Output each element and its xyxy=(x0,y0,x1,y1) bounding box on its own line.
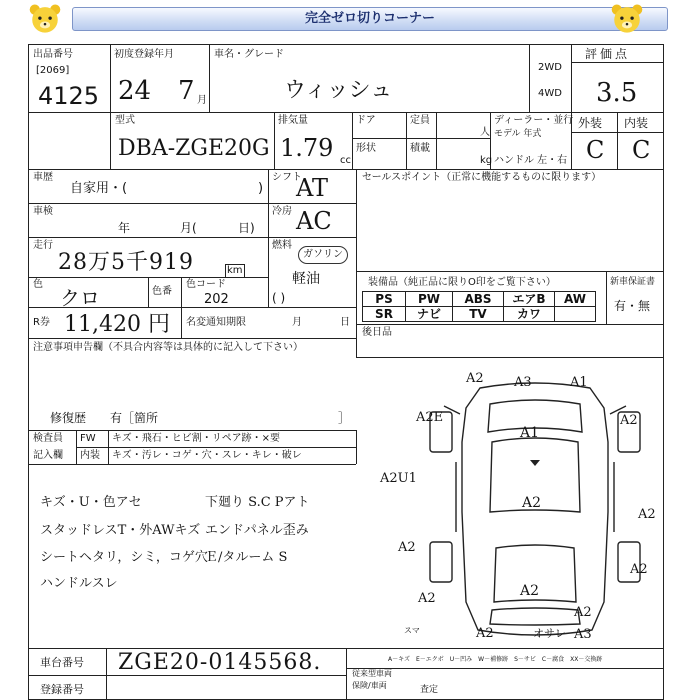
drive-4wd: 4WD xyxy=(538,88,562,99)
remark-7: Ｅ/タルーム S xyxy=(205,550,288,565)
fuel-label: 燃料 xyxy=(272,240,292,251)
chassis-label: 車台番号 xyxy=(40,656,84,669)
month-unit: 月 xyxy=(197,95,207,106)
recycle-label: R券 xyxy=(33,317,50,328)
fuel-gasoline: ガソリン xyxy=(298,246,348,264)
damage-label-right-rear: A2 xyxy=(630,562,648,577)
score-value: 3.5 xyxy=(596,78,638,108)
equip-pw: PW xyxy=(406,292,453,307)
door-label: ドア xyxy=(356,115,376,126)
bottom-label-3: 査定 xyxy=(420,685,439,695)
damage-label-bumper-left: A2 xyxy=(476,626,494,641)
color-label: 色 xyxy=(33,279,43,290)
bottom-label-2: 保険/車両 xyxy=(352,681,387,690)
shift-value: AT xyxy=(296,174,329,202)
inspector-interior: 内装 xyxy=(80,450,100,461)
ext-value: C xyxy=(586,136,605,164)
equip-navi: ナビ xyxy=(406,307,453,322)
car-damage-diagram xyxy=(360,362,664,648)
equip-title: 装備品（純正品に限りO印をご覧下さい） xyxy=(368,277,556,288)
banner xyxy=(72,7,668,31)
int-value: C xyxy=(632,136,651,164)
usage-label: 車歴 xyxy=(33,172,53,183)
new-warranty-label: 新車保証書 xyxy=(610,277,656,287)
ext-label: 外装 xyxy=(578,116,603,130)
person-unit: 人 xyxy=(480,127,490,138)
inspector-interior-items: キズ・汚レ・コゲ・穴・スレ・キレ・破レ xyxy=(112,450,302,461)
damage-label-rear-left: A2 xyxy=(418,591,436,606)
remark-5: 下廻り S.C Pアト xyxy=(205,495,310,510)
selling-title: セールスポイント（正常に機能するものに限ります） xyxy=(362,172,602,183)
shift-label: シフト xyxy=(272,172,302,183)
bear-mascot-right-icon xyxy=(610,2,644,36)
inspector-label: 検査員 xyxy=(33,433,63,444)
color-no-label: 色番 xyxy=(152,286,172,297)
lot-ref: [2069] xyxy=(36,65,70,76)
remark-3: シートヘタリ，シミ，コゲ穴 xyxy=(40,550,208,565)
inspector-fw-items: キズ・飛石・ヒビ割・リペア跡・×要 xyxy=(112,433,280,444)
lot-number: 4125 xyxy=(38,82,100,110)
fuel-paren: ( ) xyxy=(272,291,286,305)
notes-title: 注意事項申告欄（不具合内容等は具体的に記入して下さい） xyxy=(33,342,303,353)
equip-tv: TV xyxy=(453,307,504,322)
color-value: クロ xyxy=(60,286,100,310)
day-unit: 日) xyxy=(238,221,255,235)
name-value: ウィッシュ xyxy=(284,78,393,103)
equip-leather: カワ xyxy=(504,307,555,322)
kg-unit: kg xyxy=(480,155,493,166)
color-code-label: 色コード xyxy=(186,279,226,290)
shape-label: 形状 xyxy=(356,143,376,154)
damage-label-front-right: A1 xyxy=(570,375,588,390)
remark-1: キズ・U・色アセ xyxy=(40,495,142,510)
bottom-label-1: 従来型車両 xyxy=(352,669,392,678)
cc-unit: cc xyxy=(340,155,351,166)
name-change-month: 月 xyxy=(292,317,302,328)
inspector-fw: FW xyxy=(80,433,96,444)
damage-label-fender-left: A2E xyxy=(416,410,444,425)
damage-label-left-door: A2U1 xyxy=(380,471,417,486)
diagram-legend: A－キズ E－エクボ U－凹み W－補修跡 S－サビ C－腐食 XX－交換跡 xyxy=(388,656,603,663)
usage-close: ) xyxy=(258,181,264,196)
chassis-value: ZGE20-0145568. xyxy=(118,650,322,675)
model-value: DBA-ZGE20G xyxy=(118,136,270,161)
damage-label-bumper-right: A3 xyxy=(574,627,592,642)
diagram-small-label: スマ xyxy=(404,626,420,635)
banner-title: 完全ゼロ切りコーナー xyxy=(304,11,435,26)
load-label: 積載 xyxy=(410,143,430,154)
usage-value: 自家用・( xyxy=(70,181,128,196)
displacement-label: 排気量 xyxy=(278,115,308,126)
reg-label: 登録番号 xyxy=(40,683,84,696)
damage-label-fender-right: A2 xyxy=(620,413,638,428)
damage-label-left-rear: A2 xyxy=(398,540,416,555)
remark-6: エンドパネル歪み xyxy=(205,523,309,538)
damage-label-bumper-center: オサレ xyxy=(533,627,566,640)
equip-empty xyxy=(555,307,596,322)
equip-sr: SR xyxy=(363,307,406,322)
equip-aw: AW xyxy=(555,292,596,307)
name-change-day: 日 xyxy=(340,317,350,328)
inspector-label2: 記入欄 xyxy=(33,450,63,461)
damage-label-front-left: A2 xyxy=(466,371,484,386)
model-label: 型式 xyxy=(115,115,135,126)
damage-label-rear-right: A2 xyxy=(574,605,592,620)
new-warranty-options: 有・無 xyxy=(614,299,651,313)
km-unit: km xyxy=(227,265,243,276)
repair-value: 有［箇所 xyxy=(110,411,159,425)
score-label: 評価点 xyxy=(585,47,631,61)
remark-4: ハンドルスレ xyxy=(40,576,118,591)
damage-label-front-center: A3 xyxy=(514,375,532,390)
lot-label: 出品番号 xyxy=(33,49,73,60)
equipment-table xyxy=(362,291,596,322)
ac-label: 冷房 xyxy=(272,206,292,217)
ac-value: AC xyxy=(296,207,332,235)
mileage-value: 28万5千919 xyxy=(58,250,194,275)
damage-label-right-door: A2 xyxy=(638,507,656,522)
first-reg-month: 7 xyxy=(178,76,195,106)
int-label: 内装 xyxy=(624,116,649,130)
inspection-month-unit: 月( xyxy=(180,221,197,235)
later-items-label: 後日品 xyxy=(362,327,392,338)
first-reg-label: 初度登録年月 xyxy=(114,49,174,60)
name-label: 車名・グレード xyxy=(214,49,284,60)
model-year-label: モデル 年式 xyxy=(494,129,542,139)
name-change-label: 名変通知期限 xyxy=(186,317,246,328)
fuel-diesel: 軽油 xyxy=(292,271,320,287)
repair-label: 修復歴 xyxy=(50,411,87,425)
displacement-value: 1.79 xyxy=(280,134,334,162)
color-code-value: 202 xyxy=(204,292,229,307)
year-unit: 年 xyxy=(118,221,131,235)
drive-2wd: 2WD xyxy=(538,62,562,73)
damage-label-hood: A1 xyxy=(520,425,540,441)
recycle-value: 11,420 円 xyxy=(64,312,170,337)
mileage-label: 走行 xyxy=(33,240,53,251)
remark-2: スタッドレスT・外AWキズ xyxy=(40,523,201,538)
damage-label-trunk: A2 xyxy=(520,583,540,599)
equip-ps: PS xyxy=(363,292,406,307)
first-reg-year: 24 xyxy=(118,76,152,106)
inspection-label: 車検 xyxy=(33,206,53,217)
handle-label: ハンドル 左・右 xyxy=(494,155,568,166)
bear-mascot-left-icon xyxy=(28,2,62,36)
capacity-label: 定員 xyxy=(410,115,430,126)
repair-close: ］ xyxy=(338,411,351,425)
dealer-label: ディーラー・並行 xyxy=(494,115,574,126)
equip-abs: ABS xyxy=(453,292,504,307)
equip-airbag: エアB xyxy=(504,292,555,307)
damage-label-roof: A2 xyxy=(522,495,542,511)
